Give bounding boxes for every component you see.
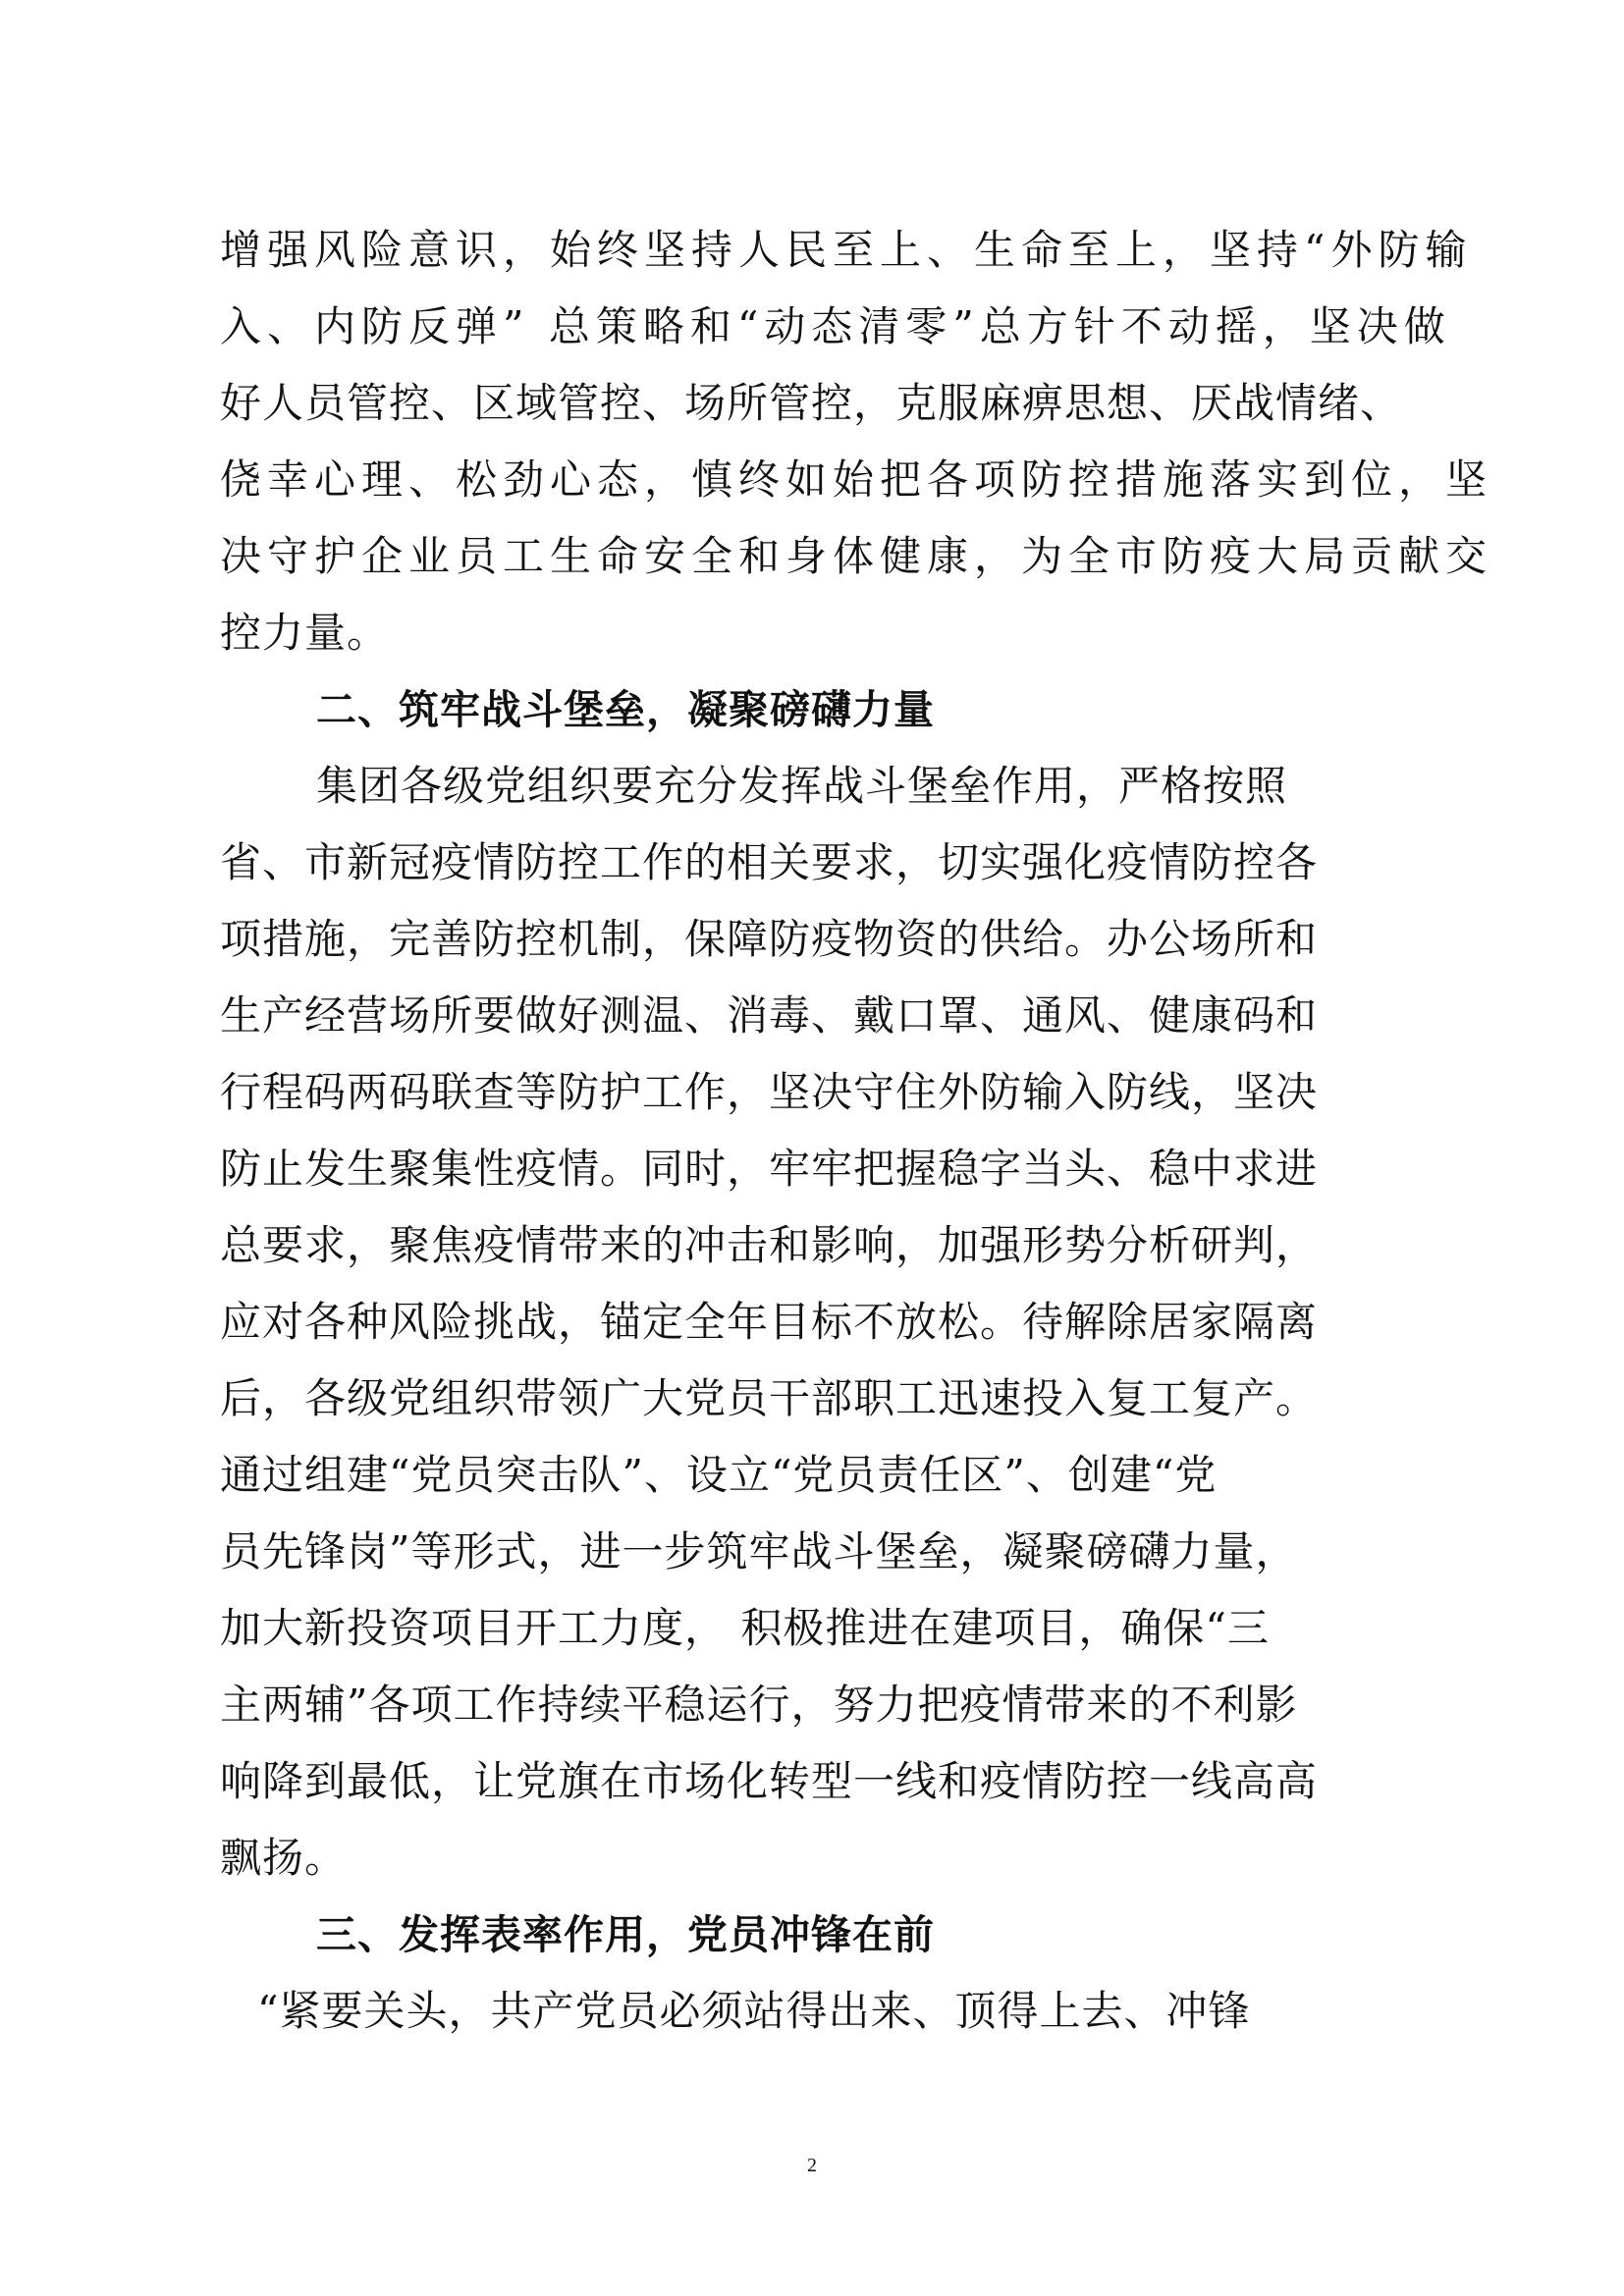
section-heading: 二、筑牢战斗堡垒，凝聚磅礴力量	[316, 686, 935, 733]
paragraph-line: 后，各级党组织带领广大党员干部职工迅速投入复工复产。	[220, 1374, 1319, 1422]
paragraph-line: 集团各级党组织要充分发挥战斗堡垒作用，严格按照	[316, 762, 1288, 810]
paragraph-line: 决守护企业员工生命安全和身体健康，为全市防疫大局贡献交	[220, 532, 1493, 580]
section-heading: 三、发挥表率作用，党员冲锋在前	[316, 1911, 935, 1958]
paragraph-line: 总要求，聚焦疫情带来的冲击和影响，加强形势分析研判，	[220, 1221, 1319, 1269]
paragraph-line: “紧要关头，共产党员必须站得出来、顶得上去、冲锋	[257, 1987, 1251, 2035]
paragraph-line: 应对各种风险挑战，锚定全年目标不放松。待解除居家隔离	[220, 1298, 1319, 1346]
paragraph-line: 响降到最低，让党旗在市场化转型一线和疫情防控一线高高	[220, 1757, 1319, 1805]
paragraph-line: 入、内防反弹” 总策略和“动态清零”总方针不动摇，坚决做	[220, 302, 1451, 350]
paragraph-line: 增强风险意识，始终坚持人民至上、生命至上，坚持“外防输	[220, 226, 1473, 274]
paragraph-line: 行程码两码联查等防护工作，坚决守住外防输入防线，坚决	[220, 1068, 1319, 1116]
paragraph-line: 控力量。	[220, 609, 390, 657]
paragraph-line: 侥幸心理、松劲心态，慎终如始把各项防控措施落实到位，坚	[220, 455, 1493, 504]
paragraph-line: 项措施，完善防控机制，保障防疫物资的供给。办公场所和	[220, 915, 1319, 963]
paragraph-line: 防止发生聚集性疫情。同时，牢牢把握稳字当头、稳中求进	[220, 1145, 1319, 1193]
paragraph-line: 省、市新冠疫情防控工作的相关要求，切实强化疫情防控各	[220, 838, 1319, 886]
paragraph-line: 主两辅”各项工作持续平稳运行，努力把疫情带来的不利影	[220, 1681, 1298, 1729]
page-number: 2	[807, 2155, 817, 2176]
paragraph-line: 飘扬。	[220, 1834, 348, 1882]
paragraph-line: 加大新投资项目开工力度， 积极推进在建项目，确保“三	[220, 1604, 1270, 1652]
paragraph-line: 好人员管控、区域管控、场所管控，克服麻痹思想、厌战情绪、	[220, 379, 1403, 427]
paragraph-line: 员先锋岗”等形式，进一步筑牢战斗堡垒，凝聚磅礴力量，	[220, 1527, 1298, 1575]
paragraph-line: 通过组建“党员突击队”、设立“党员责任区”、创建“党	[220, 1451, 1218, 1499]
paragraph-line: 生产经营场所要做好测温、消毒、戴口罩、通风、健康码和	[220, 991, 1319, 1040]
